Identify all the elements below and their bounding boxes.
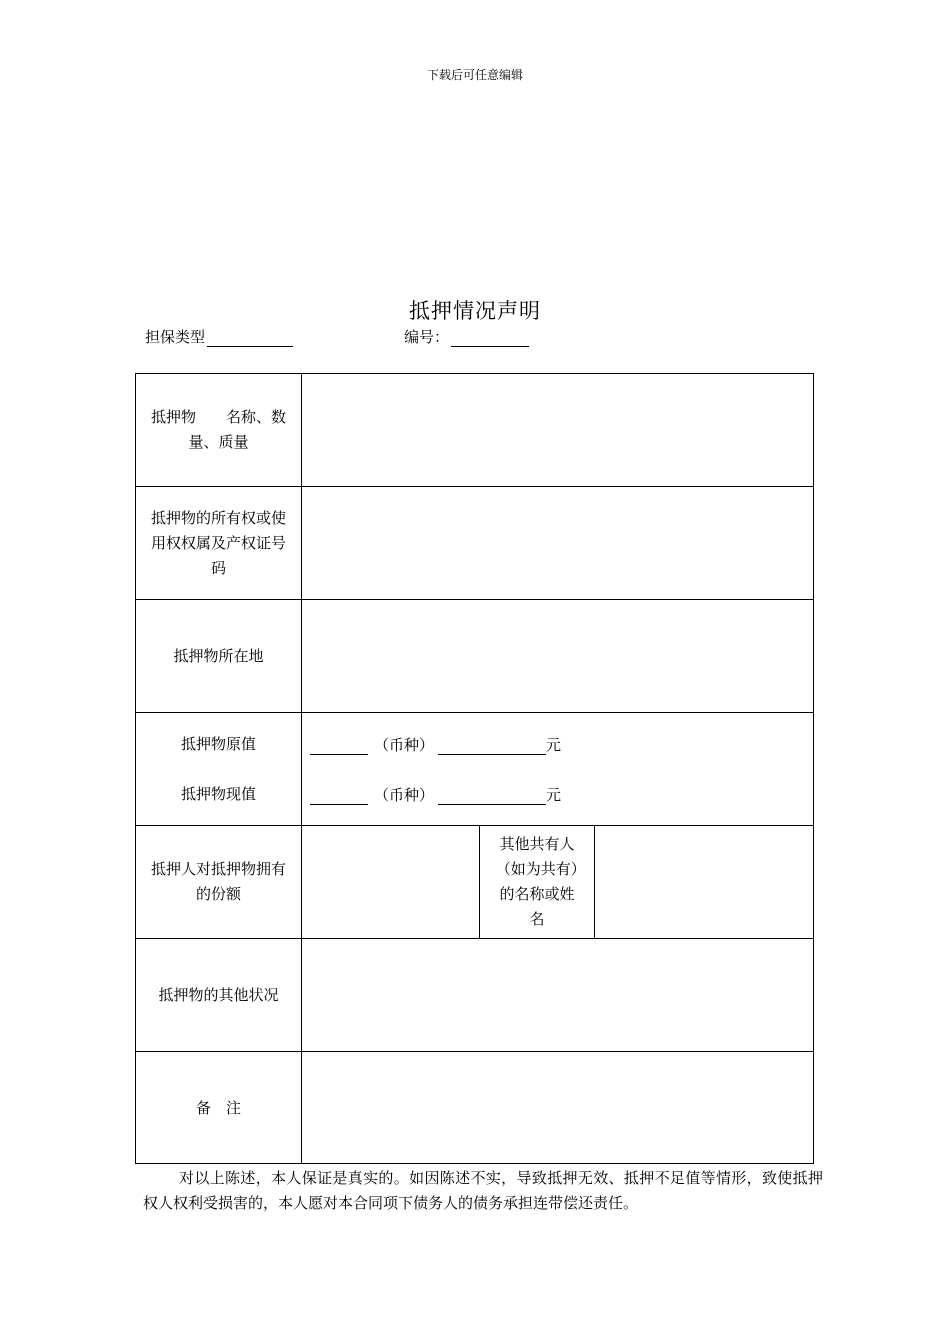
unit-label: 元	[546, 736, 562, 754]
amount-blank	[438, 740, 546, 755]
amount-blank	[310, 790, 368, 805]
document-title: 抵押情况声明	[409, 299, 541, 323]
unit-label: 元	[546, 786, 562, 804]
header-note: 下载后可任意编辑	[426, 68, 523, 82]
table-divider	[135, 712, 814, 713]
row-label-remarks: 备 注	[195, 1098, 241, 1117]
row-label-share: 抵押人对抵押物拥有的份额	[150, 860, 286, 903]
number-field	[404, 326, 529, 347]
row-label-co-owner: 其他共有人（如为共有）的名称或姓名	[495, 835, 579, 928]
table-divider-vertical	[301, 373, 302, 1164]
number-blank	[451, 332, 529, 347]
row-label-name-quantity-quality: 抵押物 名称、数量、质量	[150, 408, 286, 451]
currency-label: （币种）	[374, 786, 435, 804]
current-value-line	[310, 784, 561, 805]
row-label-ownership: 抵押物的所有权或使用权权属及产权证号码	[150, 508, 286, 577]
row-label-location: 抵押物所在地	[173, 646, 264, 665]
row-label-current-value: 抵押物现值	[180, 785, 256, 803]
amount-blank	[310, 740, 368, 755]
guarantee-type-blank	[207, 332, 293, 347]
row-label-original-value: 抵押物原值	[180, 735, 256, 753]
guarantee-type-label: 担保类型	[145, 328, 206, 346]
currency-label: （币种）	[374, 736, 435, 754]
row-label-other-status: 抵押物的其他状况	[158, 985, 279, 1004]
amount-blank	[438, 790, 546, 805]
table-divider-vertical	[594, 825, 595, 938]
declaration-text: 对以上陈述，本人保证是真实的。如因陈述不实，导致抵押无效、抵押不足值等情形，致使抵押权人权利受损害的，本人愿对本合同项下债务人的债务承担连带偿还责任。	[143, 1169, 823, 1212]
guarantee-type-field	[145, 326, 293, 347]
number-label: 编号：	[404, 328, 450, 346]
original-value-line	[310, 734, 561, 755]
